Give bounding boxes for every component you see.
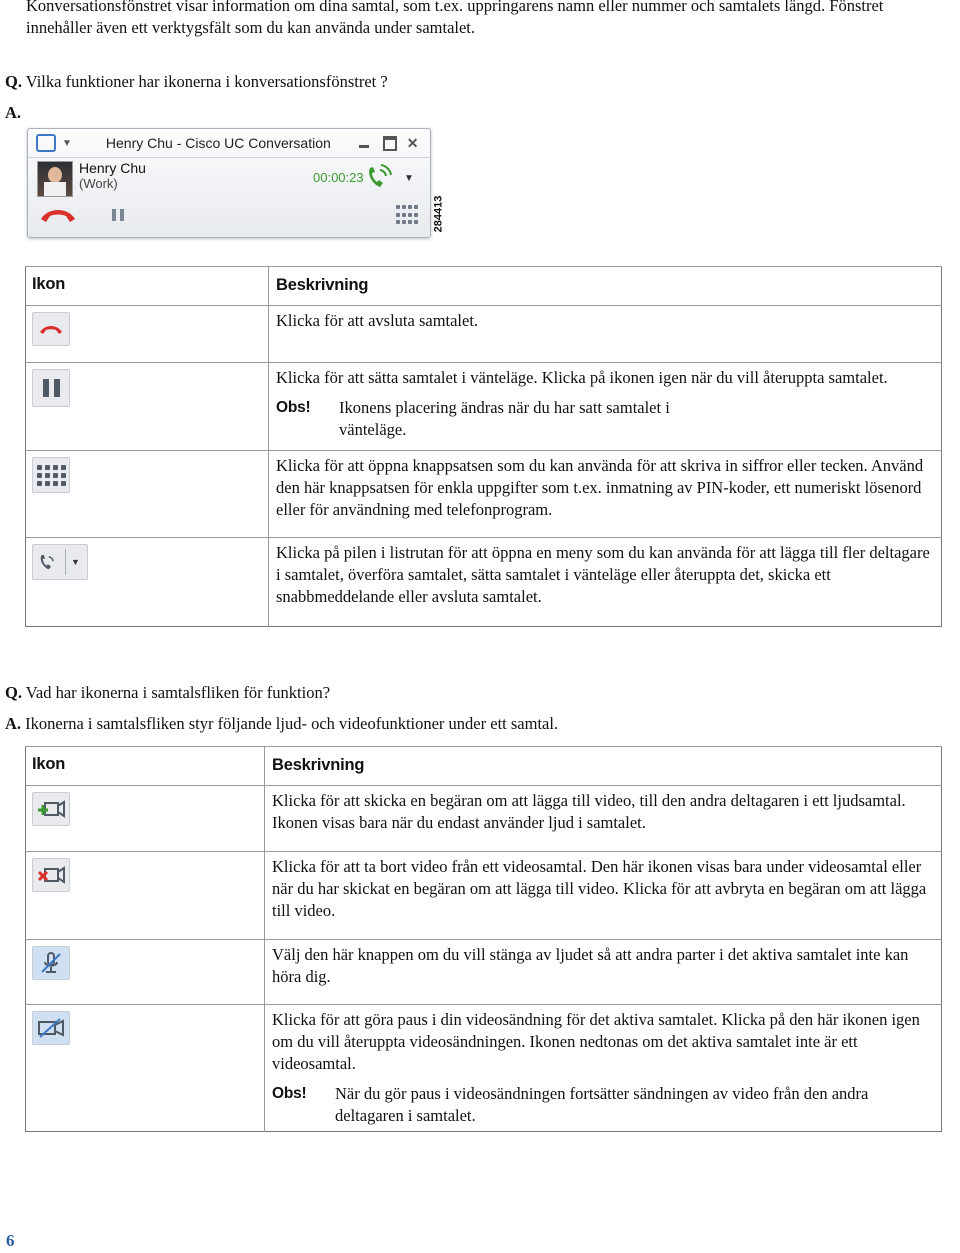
row-description: Klicka för att skicka en begäran om att lägga till video, till den andra deltagaren i ett ljudsamtal. Ikonen visas bara när du endast använder ljud i samtalet. bbox=[265, 786, 942, 852]
header-description: Beskrivning bbox=[269, 267, 942, 306]
note-label: Obs! bbox=[276, 399, 311, 416]
add-video-icon bbox=[32, 792, 70, 826]
mute-icon bbox=[32, 946, 70, 980]
note-text: När du gör paus i videosändningen fortsätter sändningen av video från den andra deltagaren i samtalet. bbox=[335, 1084, 869, 1125]
keypad-icon bbox=[32, 457, 70, 493]
row-description: Klicka för att öppna knappsatsen som du kan använda för att skriva in siffror eller tecken. Använd den här knappsatsen för enkla uppgifter som t.ex. inmatning av PIN-koder, ett numeriskt lösenord eller för användning med telefonprogram. bbox=[269, 451, 942, 538]
minimize-icon[interactable] bbox=[359, 145, 369, 148]
answer-2 bbox=[5, 713, 558, 735]
conversation-window bbox=[27, 128, 431, 238]
icon-table-2 bbox=[25, 746, 942, 1132]
header-icon: Ikon bbox=[26, 747, 265, 786]
row-description: Klicka för att avsluta samtalet. bbox=[269, 306, 942, 363]
end-call-icon[interactable] bbox=[38, 205, 78, 225]
table-row bbox=[26, 940, 942, 1005]
note bbox=[272, 1083, 935, 1127]
dropdown-small-icon[interactable]: ▼ bbox=[62, 137, 72, 149]
window-title: Henry Chu - Cisco UC Conversation bbox=[105, 135, 331, 151]
row-description: Klicka på pilen i listrutan för att öppna en meny som du kan använda för att lägga till fler deltagare i samtalet, överföra samtalet, sätta samtalet i vänteläge eller återuppta det, skicka ett snabbmeddelande eller avsluta samtalet. bbox=[269, 538, 942, 627]
a-label: A. bbox=[5, 103, 22, 122]
icon-table-1 bbox=[25, 266, 942, 627]
active-call-icon[interactable] bbox=[364, 162, 394, 192]
figure-id: 284413 bbox=[432, 195, 445, 233]
pause-icon[interactable] bbox=[112, 209, 124, 221]
a-label: A. bbox=[5, 714, 22, 733]
row-description: Välj den här knappen om du vill stänga av ljudet så att andra parter i det aktiva samtalet inte kan höra dig. bbox=[265, 940, 942, 1005]
call-timer: 00:00:23 bbox=[313, 170, 364, 185]
call-menu-dropdown-icon[interactable]: ▼ bbox=[404, 173, 414, 184]
header-description: Beskrivning bbox=[265, 747, 942, 786]
table-row bbox=[26, 1005, 942, 1132]
question-text: Vad har ikonerna i samtalsfliken för funktion? bbox=[25, 683, 331, 702]
table-row bbox=[26, 538, 942, 627]
answer-text: Ikonerna i samtalsfliken styr följande ljud- och videofunktioner under ett samtal. bbox=[25, 714, 559, 733]
remove-video-icon bbox=[32, 858, 70, 892]
avatar bbox=[37, 161, 73, 197]
row-description: Klicka för att göra paus i din videosändning för det aktiva samtalet. Klicka på den här ikonen igen om du vill återuppta videosändningen. Ikonen nedtonas om det aktiva samtalet inte är ett videosamtal. bbox=[272, 1010, 920, 1073]
q-label: Q. bbox=[5, 683, 22, 702]
contact-name: Henry Chu bbox=[79, 160, 146, 176]
table-row bbox=[26, 306, 942, 363]
question-1 bbox=[5, 71, 388, 93]
table-header bbox=[26, 267, 942, 306]
table-row bbox=[26, 363, 942, 451]
table-header bbox=[26, 747, 942, 786]
question-2 bbox=[5, 682, 330, 704]
page-number: 6 bbox=[6, 1231, 15, 1250]
pause-video-icon bbox=[32, 1011, 70, 1045]
question-text: Vilka funktioner har ikonerna i konversationsfönstret ? bbox=[25, 72, 388, 91]
app-icon bbox=[36, 134, 56, 152]
intro-line-1: Konversationsfönstret visar information om dina samtal, som t.ex. uppringarens namn eller nummer och samtalets längd. Fönstret bbox=[26, 0, 884, 15]
keypad-icon[interactable] bbox=[396, 205, 418, 225]
table-row bbox=[26, 852, 942, 940]
header-icon: Ikon bbox=[26, 267, 269, 306]
q-label: Q. bbox=[5, 72, 22, 91]
row-description: Klicka för att sätta samtalet i vänteläge. Klicka på ikonen igen när du vill återuppta samtalet. bbox=[276, 368, 888, 387]
row-description: Klicka för att ta bort video från ett videosamtal. Den här ikonen visas bara under videosamtal eller när du har skickat en begäran om att lägga till video. Klicka för att avbryta en begäran om att lägga till video. bbox=[265, 852, 942, 940]
call-menu-icon: ▼ bbox=[32, 544, 88, 580]
maximize-icon[interactable] bbox=[383, 136, 397, 151]
intro-line-2: innehåller även ett verktygsfält som du kan använda under samtalet. bbox=[26, 18, 476, 37]
note-label: Obs! bbox=[272, 1085, 307, 1102]
close-icon[interactable]: ✕ bbox=[406, 134, 419, 151]
pause-icon bbox=[32, 369, 70, 407]
table-row bbox=[26, 786, 942, 852]
note bbox=[276, 397, 935, 441]
table-row bbox=[26, 451, 942, 538]
contact-label: (Work) bbox=[79, 176, 118, 191]
window-titlebar bbox=[28, 129, 430, 158]
note-text: Ikonens placering ändras när du har satt samtalet i vänteläge. bbox=[339, 398, 670, 439]
end-call-icon bbox=[32, 312, 70, 346]
